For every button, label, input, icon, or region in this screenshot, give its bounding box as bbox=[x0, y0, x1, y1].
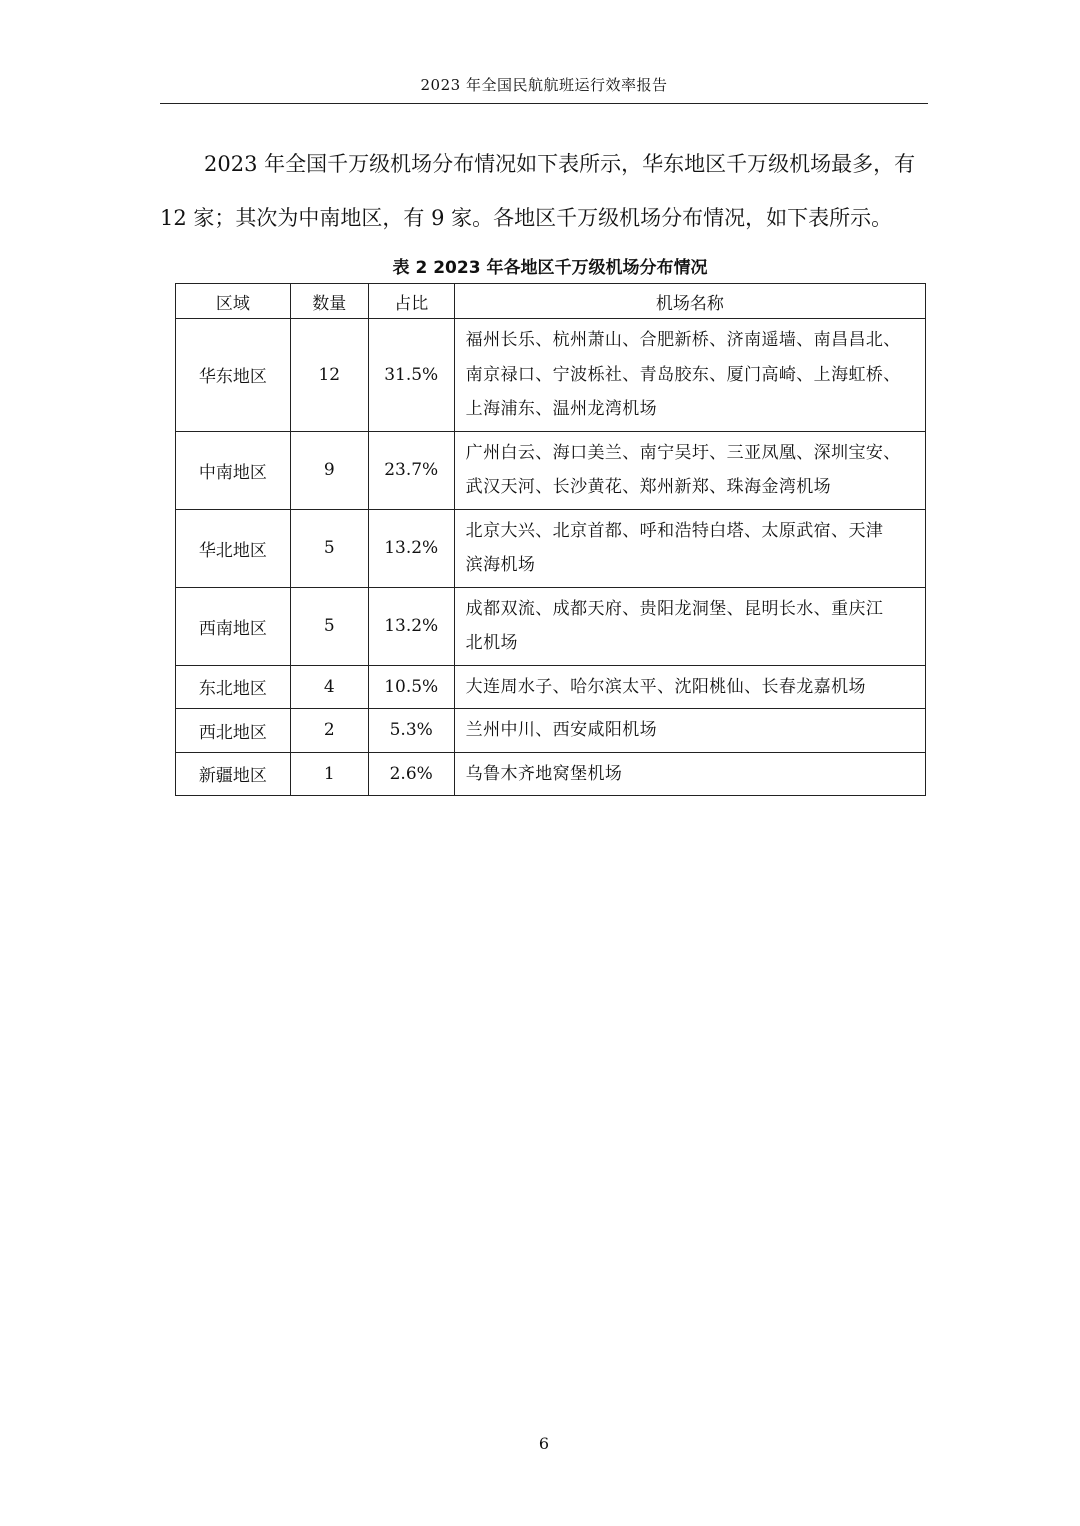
count-cell: 2 bbox=[290, 709, 368, 753]
airport-names-cell bbox=[454, 709, 925, 753]
airport-names-cell bbox=[454, 752, 925, 796]
intro-paragraph bbox=[160, 137, 930, 245]
airport-names-line: 大连周水子、哈尔滨太平、沈阳桃仙、长春龙嘉机场 bbox=[465, 676, 866, 697]
table-row bbox=[176, 587, 926, 665]
region-cell: 东北地区 bbox=[176, 665, 291, 709]
airport-names-line: 北京大兴、北京首都、呼和浩特白塔、太原武宿、天津 bbox=[465, 520, 884, 541]
paragraph-line: 12 家；其次为中南地区，有 9 家。各地区千万级机场分布情况，如下表所示。 bbox=[160, 206, 893, 230]
airport-names-cell bbox=[454, 319, 925, 432]
airport-names-line: 武汉天河、长沙黄花、郑州新郑、珠海金湾机场 bbox=[465, 477, 832, 497]
share-cell: 13.2% bbox=[368, 509, 454, 587]
airport-names-cell bbox=[454, 665, 925, 709]
count-cell: 5 bbox=[290, 587, 368, 665]
region-cell: 中南地区 bbox=[176, 431, 291, 509]
airport-names-line: 成都双流、成都天府、贵阳龙洞堡、昆明长水、重庆江 bbox=[465, 598, 884, 619]
table-caption: 表 2 2023 年各地区千万级机场分布情况 bbox=[392, 258, 708, 278]
count-cell: 9 bbox=[290, 431, 368, 509]
table-row bbox=[176, 319, 926, 432]
column-header-count: 数量 bbox=[290, 284, 368, 319]
table-row bbox=[176, 509, 926, 587]
share-cell: 13.2% bbox=[368, 587, 454, 665]
page-number: 6 bbox=[538, 1434, 550, 1453]
airport-distribution-table bbox=[175, 283, 926, 796]
region-cell: 华北地区 bbox=[176, 509, 291, 587]
count-cell: 4 bbox=[290, 665, 368, 709]
paragraph-line: 2023 年全国千万级机场分布情况如下表所示，华东地区千万级机场最多，有 bbox=[204, 152, 916, 176]
airport-names-line: 乌鲁木齐地窝堡机场 bbox=[465, 763, 623, 784]
column-header-airports: 机场名称 bbox=[454, 284, 925, 319]
header-divider bbox=[160, 103, 928, 104]
page-header-title: 2023 年全国民航航班运行效率报告 bbox=[420, 76, 668, 94]
count-cell: 5 bbox=[290, 509, 368, 587]
airport-names-line: 上海浦东、温州龙湾机场 bbox=[465, 399, 658, 419]
count-cell: 1 bbox=[290, 752, 368, 796]
share-cell: 5.3% bbox=[368, 709, 454, 753]
column-header-region: 区域 bbox=[176, 284, 291, 319]
airport-names-cell bbox=[454, 431, 925, 509]
table-row bbox=[176, 665, 926, 709]
table-header-row bbox=[176, 284, 926, 319]
share-cell: 23.7% bbox=[368, 431, 454, 509]
airport-names-line: 南京禄口、宁波栎社、青岛胶东、厦门高崎、上海虹桥、 bbox=[465, 364, 901, 385]
share-cell: 31.5% bbox=[368, 319, 454, 432]
share-cell: 10.5% bbox=[368, 665, 454, 709]
count-cell: 12 bbox=[290, 319, 368, 432]
airport-names-cell bbox=[454, 509, 925, 587]
region-cell: 新疆地区 bbox=[176, 752, 291, 796]
region-cell: 西南地区 bbox=[176, 587, 291, 665]
table-row bbox=[176, 752, 926, 796]
column-header-share: 占比 bbox=[368, 284, 454, 319]
share-cell: 2.6% bbox=[368, 752, 454, 796]
airport-names-line: 广州白云、海口美兰、南宁吴圩、三亚凤凰、深圳宝安、 bbox=[465, 442, 901, 463]
airport-names-line: 兰州中川、西安咸阳机场 bbox=[465, 720, 658, 740]
airport-names-cell bbox=[454, 587, 925, 665]
table-row bbox=[176, 431, 926, 509]
region-cell: 华东地区 bbox=[176, 319, 291, 432]
table-row bbox=[176, 709, 926, 753]
region-cell: 西北地区 bbox=[176, 709, 291, 753]
airport-names-line: 滨海机场 bbox=[465, 555, 536, 575]
airport-names-line: 北机场 bbox=[465, 633, 518, 653]
airport-names-line: 福州长乐、杭州萧山、合肥新桥、济南遥墙、南昌昌北、 bbox=[465, 330, 901, 350]
